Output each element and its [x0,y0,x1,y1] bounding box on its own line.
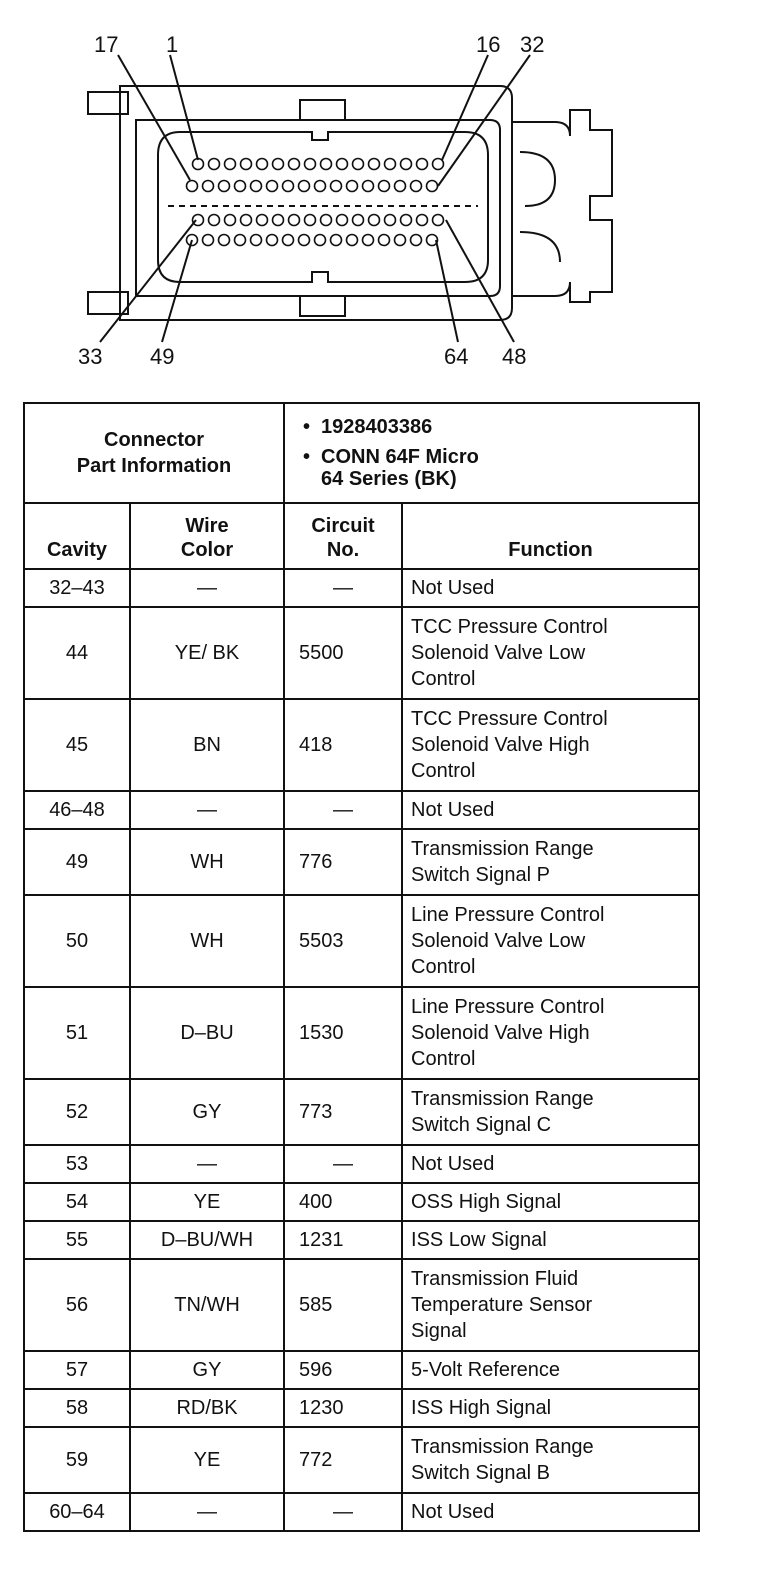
header-circuit-no [284,503,402,569]
part-number: • 1928403386 [321,416,688,438]
connector-description-line2: 64 Series (BK) [321,468,457,490]
pin-cavity [257,215,268,226]
function-line: Solenoid Valve High [411,1022,590,1044]
connector-description-line1: • CONN 64F Micro [321,446,479,468]
cavity-cell: 46–48 [24,791,130,829]
wire-color-cell: YE [130,1427,284,1493]
callout-16: 16 [476,32,501,57]
connector-body-inner [136,120,500,296]
table-row [24,895,699,987]
latch-top [300,100,345,120]
header-cavity: Cavity [24,503,130,569]
pin-cavity [363,181,374,192]
circuit-cell: — [284,1493,402,1531]
pin-cavity [433,159,444,170]
table-row [24,791,699,829]
function-line: Not Used [411,1501,495,1523]
wire-color-cell: — [130,1493,284,1531]
circuit-cell: — [284,569,402,607]
function-line: Transmission Range [411,1436,594,1458]
cavity-cell: 50 [24,895,130,987]
table-row [24,1389,699,1427]
pin-cavity [225,215,236,226]
function-cell [402,791,699,829]
pin-cavity [347,181,358,192]
pin-cavity [395,181,406,192]
circuit-cell: 1230 [284,1389,402,1427]
function-line: OSS High Signal [411,1191,562,1213]
wire-color-cell: YE/ BK [130,607,284,699]
pin-cavity [417,215,428,226]
pin-cavity [203,181,214,192]
latch-bottom [300,296,345,316]
wire-color-cell: GY [130,1079,284,1145]
cavity-cell: 57 [24,1351,130,1389]
function-line: ISS High Signal [411,1397,552,1419]
pin-cavity [283,181,294,192]
leader-16 [442,55,488,160]
callout-32: 32 [520,32,545,57]
circuit-cell: 773 [284,1079,402,1145]
circuit-cell: 400 [284,1183,402,1221]
leader-64 [436,240,458,342]
function-cell [402,1221,699,1259]
mount-tab-bottom [88,292,128,314]
cavity-cell: 60–64 [24,1493,130,1531]
pin-cavity [289,159,300,170]
callout-1: 1 [166,32,179,57]
table-row [24,1183,699,1221]
pin-cavity [353,215,364,226]
pin-cavity [395,235,406,246]
function-line: Not Used [411,799,495,821]
function-line: Transmission Fluid [411,1268,579,1290]
leader-1 [170,55,198,160]
wire-color-cell: YE [130,1183,284,1221]
circuit-cell: 5503 [284,895,402,987]
pin-cavity [417,159,428,170]
wire-color-cell: — [130,569,284,607]
pin-cavity [401,215,412,226]
table-row [24,829,699,895]
pin-cavity [235,235,246,246]
function-line: Control [411,956,476,978]
function-line: Transmission Range [411,838,594,860]
circuit-cell: 776 [284,829,402,895]
pin-cavity [299,181,310,192]
pin-cavity [235,181,246,192]
connector-diagram [0,0,768,395]
function-cell [402,699,699,791]
circuit-cell: 418 [284,699,402,791]
function-line: Solenoid Valve Low [411,930,586,952]
function-line: Switch Signal B [411,1462,550,1484]
function-cell [402,1145,699,1183]
function-line: Switch Signal P [411,864,550,886]
header-wire-color-line2: Color [180,539,234,561]
header-wire-color [130,503,284,569]
function-cell [402,895,699,987]
function-cell [402,1079,699,1145]
cavity-cell: 52 [24,1079,130,1145]
wire-color-cell: WH [130,895,284,987]
table-body [24,569,699,1531]
pin-cavity [251,181,262,192]
part-info-values [284,403,699,503]
pin-cavity [305,215,316,226]
table-row [24,987,699,1079]
cavity-cell: 56 [24,1259,130,1351]
circuit-cell: 1231 [284,1221,402,1259]
pin-cavity [379,235,390,246]
callout-17: 17 [94,32,119,57]
function-cell [402,829,699,895]
pin-cavity [385,215,396,226]
pin-cavity [331,181,342,192]
wire-color-cell: TN/WH [130,1259,284,1351]
pin-cavity [353,159,364,170]
pin-cavity [225,159,236,170]
pin-cavity [267,181,278,192]
cavity-cell: 59 [24,1427,130,1493]
circuit-cell: 585 [284,1259,402,1351]
wire-color-cell: D–BU/WH [130,1221,284,1259]
circuit-cell: — [284,791,402,829]
cavity-cell: 58 [24,1389,130,1427]
pin-cavity [411,235,422,246]
circuit-cell: 1530 [284,987,402,1079]
cavity-cell: 53 [24,1145,130,1183]
function-line: Control [411,1048,476,1070]
cavity-cell: 54 [24,1183,130,1221]
pin-cavity [219,235,230,246]
header-circuit-line2: No. [326,539,360,561]
circuit-cell: 596 [284,1351,402,1389]
function-line: Line Pressure Control [411,904,605,926]
header-wire-color-line1: Wire [185,515,229,537]
circuit-cell: 772 [284,1427,402,1493]
connector-table [23,402,700,1532]
table-row [24,569,699,607]
header-function: Function [402,503,699,569]
table-row [24,699,699,791]
part-info-label [24,403,284,503]
pin-cavity [337,159,348,170]
function-cell [402,1259,699,1351]
harness-groove [520,152,555,206]
function-line: Solenoid Valve Low [411,642,586,664]
pin-array [187,159,444,246]
callout-49: 49 [150,344,175,369]
pin-cavity [299,235,310,246]
table-row [24,1221,699,1259]
cavity-cell: 51 [24,987,130,1079]
function-cell [402,569,699,607]
function-line: TCC Pressure Control [411,616,608,638]
pin-cavity [209,159,220,170]
function-line: Transmission Range [411,1088,594,1110]
pin-cavity [315,181,326,192]
wire-color-cell: GY [130,1351,284,1389]
pin-cavity [273,215,284,226]
header-circuit-line1: Circuit [311,515,375,537]
table-row [24,1493,699,1531]
callout-64: 64 [444,344,469,369]
pin-cavity [337,215,348,226]
harness-groove-2 [520,232,560,262]
pin-cavity [193,159,204,170]
pin-cavity [321,159,332,170]
function-cell [402,1183,699,1221]
function-cell [402,1389,699,1427]
callout-48: 48 [502,344,527,369]
pin-cavity [289,215,300,226]
wire-color-cell: RD/BK [130,1389,284,1427]
pin-cavity [267,235,278,246]
pin-cavity [283,235,294,246]
function-line: Temperature Sensor [411,1294,593,1316]
pin-cavity [315,235,326,246]
function-cell [402,607,699,699]
cavity-cell: 32–43 [24,569,130,607]
pin-cavity [369,215,380,226]
function-line: Not Used [411,577,495,599]
wire-color-cell: D–BU [130,987,284,1079]
wire-color-cell: — [130,791,284,829]
cavity-cell: 44 [24,607,130,699]
wire-color-cell: WH [130,829,284,895]
pin-cavity [433,215,444,226]
pin-cavity [187,181,198,192]
cavity-cell: 45 [24,699,130,791]
table-row [24,1351,699,1389]
function-cell [402,1427,699,1493]
mount-tab-top [88,92,128,114]
pin-cavity [305,159,316,170]
pin-cavity [401,159,412,170]
function-line: Switch Signal C [411,1114,552,1136]
table-row [24,1079,699,1145]
function-cell [402,1493,699,1531]
pin-cavity [427,181,438,192]
cavity-cell: 55 [24,1221,130,1259]
function-cell [402,1351,699,1389]
pin-cavity [411,181,422,192]
pin-cavity [331,235,342,246]
pin-cavity [321,215,332,226]
part-info-label-line2: Part Information [76,455,232,477]
pin-cavity [257,159,268,170]
pin-cavity [251,235,262,246]
wire-color-cell: BN [130,699,284,791]
leader-17 [118,55,190,180]
function-cell [402,987,699,1079]
function-line: Solenoid Valve High [411,734,590,756]
connector-description [321,446,688,490]
callout-33: 33 [78,344,103,369]
leader-49 [162,240,192,342]
function-line: 5-Volt Reference [411,1359,560,1381]
pin-cavity [241,215,252,226]
function-line: Control [411,760,476,782]
pin-cavity [385,159,396,170]
table-row [24,1259,699,1351]
table-row [24,1145,699,1183]
pin-cavity [363,235,374,246]
column-header-row [24,503,699,569]
circuit-cell: 5500 [284,607,402,699]
pin-cavity [347,235,358,246]
pin-cavity [209,215,220,226]
table-row [24,1427,699,1493]
function-line: Control [411,668,476,690]
pin-cavity [219,181,230,192]
table-row [24,607,699,699]
cavity-cell: 49 [24,829,130,895]
pin-cavity [203,235,214,246]
pin-cavity [241,159,252,170]
function-line: Line Pressure Control [411,996,605,1018]
function-line: Signal [411,1320,467,1342]
wire-color-cell: — [130,1145,284,1183]
function-line: ISS Low Signal [411,1229,547,1251]
function-line: TCC Pressure Control [411,708,608,730]
circuit-cell: — [284,1145,402,1183]
pin-cavity [379,181,390,192]
part-info-label-line1: Connector [104,429,204,451]
pin-cavity [369,159,380,170]
part-info-row [24,403,699,503]
pin-cavity [273,159,284,170]
function-line: Not Used [411,1153,495,1175]
